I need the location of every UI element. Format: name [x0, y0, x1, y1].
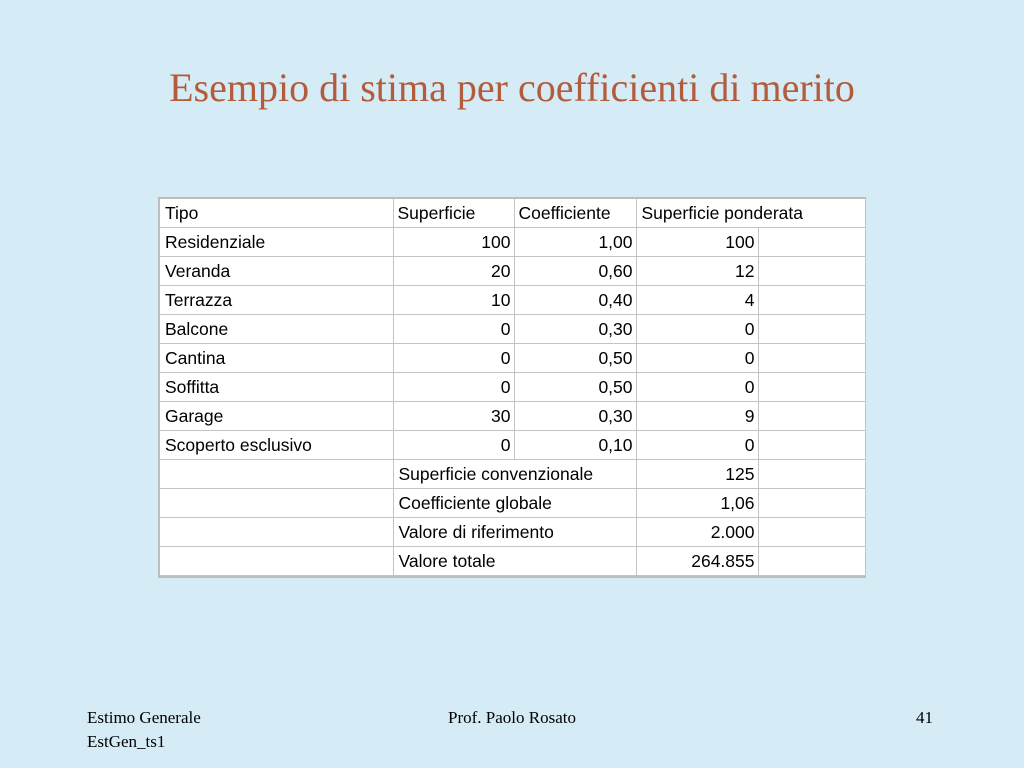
cell-superficie: 30: [393, 402, 514, 431]
cell-superficie-ponderata: 9: [636, 402, 758, 431]
summary-value: 264.855: [636, 547, 758, 576]
summary-label: Valore di riferimento: [393, 518, 514, 547]
cell-coefficiente: 0,40: [514, 286, 636, 315]
empty-cell: [758, 373, 865, 402]
cell-superficie: 100: [393, 228, 514, 257]
summary-label: Valore totale: [393, 547, 514, 576]
page-number: 41: [916, 708, 933, 727]
estimate-table: [158, 197, 866, 576]
cell-tipo: Soffitta: [159, 373, 393, 402]
cell-coefficiente: 0,30: [514, 315, 636, 344]
slide-title: Esempio di stima per coefficienti di merito: [169, 65, 855, 110]
estimate-table-container: [158, 197, 866, 578]
header-tipo: Tipo: [159, 198, 393, 228]
table-row: [159, 286, 865, 315]
summary-row: [159, 489, 865, 518]
empty-cell: [758, 489, 865, 518]
header-superficie-ponderata: Superficie ponderata: [636, 198, 758, 228]
cell-superficie-ponderata: 0: [636, 431, 758, 460]
cell-coefficiente: 0,30: [514, 402, 636, 431]
cell-superficie: 0: [393, 373, 514, 402]
footer-course-title: Estimo Generale: [87, 708, 201, 727]
empty-cell: [758, 460, 865, 489]
footer-course-code: EstGen_ts1: [87, 732, 166, 751]
cell-tipo: Residenziale: [159, 228, 393, 257]
table-row: [159, 344, 865, 373]
summary-row: [159, 547, 865, 576]
empty-cell: [758, 344, 865, 373]
table-row: [159, 373, 865, 402]
empty-cell: [159, 489, 393, 518]
cell-superficie-ponderata: 0: [636, 315, 758, 344]
empty-cell: [159, 547, 393, 576]
summary-row: [159, 518, 865, 547]
summary-label: Coefficiente globale: [393, 489, 514, 518]
summary-label: Superficie convenzionale: [393, 460, 514, 489]
empty-cell: [758, 315, 865, 344]
cell-superficie: 10: [393, 286, 514, 315]
empty-cell: [758, 286, 865, 315]
cell-tipo: Balcone: [159, 315, 393, 344]
summary-value: 2.000: [636, 518, 758, 547]
cell-superficie-ponderata: 100: [636, 228, 758, 257]
cell-superficie: 20: [393, 257, 514, 286]
cell-superficie: 0: [393, 344, 514, 373]
table-row: [159, 257, 865, 286]
table-row: [159, 402, 865, 431]
empty-cell: [758, 431, 865, 460]
cell-superficie-ponderata: 0: [636, 373, 758, 402]
cell-superficie-ponderata: 4: [636, 286, 758, 315]
cell-tipo: Scoperto esclusivo: [159, 431, 393, 460]
cell-tipo: Terrazza: [159, 286, 393, 315]
table-row: [159, 431, 865, 460]
empty-cell: [159, 518, 393, 547]
footer-author: Prof. Paolo Rosato: [448, 708, 576, 727]
table-header-row: [159, 198, 865, 228]
cell-tipo: Cantina: [159, 344, 393, 373]
empty-cell: [758, 518, 865, 547]
cell-coefficiente: 0,60: [514, 257, 636, 286]
cell-coefficiente: 0,50: [514, 344, 636, 373]
summary-row: [159, 460, 865, 489]
summary-value: 125: [636, 460, 758, 489]
cell-superficie: 0: [393, 431, 514, 460]
empty-cell: [758, 547, 865, 576]
empty-cell: [159, 460, 393, 489]
summary-value: 1,06: [636, 489, 758, 518]
cell-coefficiente: 1,00: [514, 228, 636, 257]
table-row: [159, 315, 865, 344]
cell-coefficiente: 0,10: [514, 431, 636, 460]
header-superficie: Superficie: [393, 198, 514, 228]
empty-cell: [758, 228, 865, 257]
header-coefficiente: Coefficiente: [514, 198, 636, 228]
cell-tipo: Garage: [159, 402, 393, 431]
cell-superficie: 0: [393, 315, 514, 344]
cell-superficie-ponderata: 0: [636, 344, 758, 373]
empty-cell: [758, 257, 865, 286]
cell-tipo: Veranda: [159, 257, 393, 286]
empty-cell: [758, 402, 865, 431]
cell-coefficiente: 0,50: [514, 373, 636, 402]
table-row: [159, 228, 865, 257]
empty-cell: [514, 547, 636, 576]
cell-superficie-ponderata: 12: [636, 257, 758, 286]
